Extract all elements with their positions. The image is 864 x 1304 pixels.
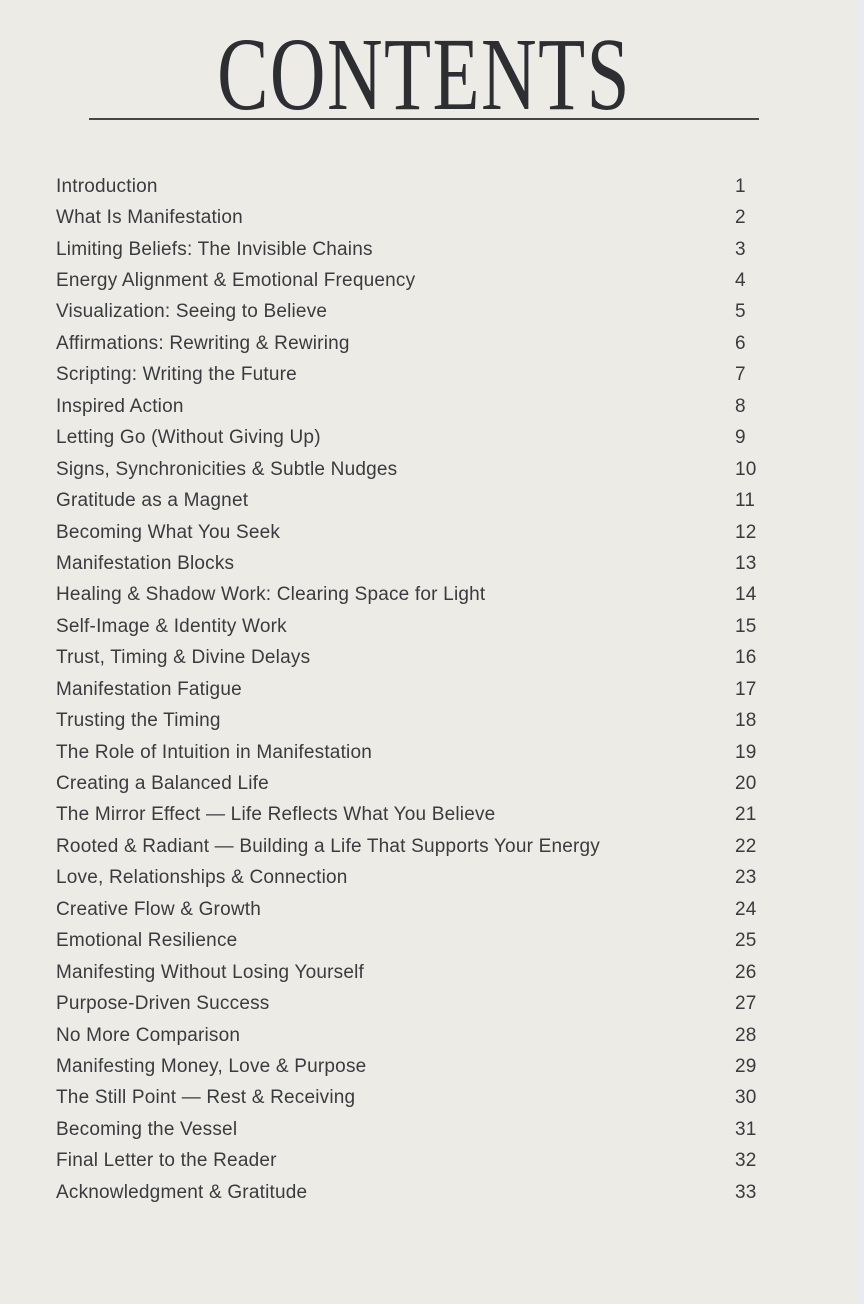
toc-entry-title: Inspired Action — [56, 395, 184, 417]
toc-entry-title: No More Comparison — [56, 1024, 241, 1046]
toc-row — [0, 957, 864, 988]
toc-row — [0, 234, 864, 265]
toc-row — [0, 423, 864, 454]
toc-row — [0, 611, 864, 642]
toc-entry-page: 10 — [735, 458, 757, 480]
toc-entry-title: Gratitude as a Magnet — [56, 490, 249, 512]
toc-entry-page: 8 — [735, 395, 746, 417]
toc-row — [0, 548, 864, 579]
toc-entry-title: Creating a Balanced Life — [56, 773, 269, 795]
toc-entry-title: Love, Relationships & Connection — [56, 867, 348, 889]
toc-entry-page: 23 — [735, 867, 757, 889]
toc-entry-page: 6 — [735, 332, 746, 354]
toc-entry-title: What Is Manifestation — [56, 207, 243, 229]
toc-entry-page: 5 — [735, 301, 746, 323]
toc-row — [0, 926, 864, 957]
toc-entry-title: Becoming the Vessel — [56, 1118, 238, 1140]
toc-entry-page: 28 — [735, 1024, 757, 1046]
toc-row — [0, 894, 864, 925]
toc-entry-page: 17 — [735, 678, 757, 700]
toc-entry-title: Introduction — [56, 175, 158, 197]
toc-row — [0, 1083, 864, 1114]
toc-row — [0, 1020, 864, 1051]
toc-entry-page: 29 — [735, 1055, 757, 1077]
toc-entry-title: Letting Go (Without Giving Up) — [56, 427, 321, 449]
toc-row — [0, 485, 864, 516]
toc-entry-page: 30 — [735, 1087, 757, 1109]
toc-entry-title: Manifestation Blocks — [56, 552, 235, 574]
toc-row — [0, 768, 864, 799]
toc-entry-page: 12 — [735, 521, 757, 543]
toc-header — [89, 0, 759, 132]
toc-entry-title: Energy Alignment & Emotional Frequency — [56, 270, 416, 292]
toc-row — [0, 674, 864, 705]
toc-entry-page: 13 — [735, 552, 757, 574]
toc-row — [0, 800, 864, 831]
page-title: CONTENTS — [217, 17, 631, 132]
toc-entry-title: Emotional Resilience — [56, 930, 238, 952]
toc-entry-page: 26 — [735, 961, 757, 983]
toc-entry-page: 7 — [735, 364, 746, 386]
toc-list — [0, 171, 864, 1208]
toc-entry-title: Healing & Shadow Work: Clearing Space for Light — [56, 584, 486, 606]
toc-entry-title: Becoming What You Seek — [56, 521, 281, 543]
toc-row — [0, 580, 864, 611]
toc-row — [0, 171, 864, 202]
toc-entry-page: 14 — [735, 584, 757, 606]
toc-entry-title: Trust, Timing & Divine Delays — [56, 647, 311, 669]
toc-row — [0, 737, 864, 768]
toc-entry-title: Signs, Synchronicities & Subtle Nudges — [56, 458, 398, 480]
toc-entry-page: 24 — [735, 898, 757, 920]
toc-row — [0, 297, 864, 328]
toc-entry-title: Self-Image & Identity Work — [56, 615, 287, 637]
toc-entry-page: 27 — [735, 993, 757, 1015]
toc-entry-page: 1 — [735, 175, 746, 197]
toc-row — [0, 1146, 864, 1177]
toc-entry-title: Manifestation Fatigue — [56, 678, 242, 700]
toc-row — [0, 705, 864, 736]
toc-entry-title: The Role of Intuition in Manifestation — [56, 741, 372, 763]
toc-row — [0, 863, 864, 894]
toc-row — [0, 454, 864, 485]
toc-entry-title: Creative Flow & Growth — [56, 898, 262, 920]
toc-entry-title: The Mirror Effect — Life Reflects What You Believe — [56, 804, 496, 826]
toc-entry-page: 33 — [735, 1181, 757, 1203]
toc-entry-page: 22 — [735, 835, 757, 857]
toc-row — [0, 1051, 864, 1082]
toc-entry-title: Manifesting Money, Love & Purpose — [56, 1055, 367, 1077]
toc-entry-title: The Still Point — Rest & Receiving — [56, 1087, 356, 1109]
toc-entry-title: Purpose-Driven Success — [56, 993, 270, 1015]
toc-entry-page: 19 — [735, 741, 757, 763]
toc-entry-title: Rooted & Radiant — Building a Life That Supports Your Energy — [56, 835, 600, 857]
toc-entry-page: 31 — [735, 1118, 757, 1140]
toc-entry-title: Acknowledgment & Gratitude — [56, 1181, 308, 1203]
toc-entry-page: 15 — [735, 615, 757, 637]
toc-entry-page: 2 — [735, 207, 746, 229]
toc-entry-title: Scripting: Writing the Future — [56, 364, 297, 386]
toc-entry-title: Limiting Beliefs: The Invisible Chains — [56, 238, 373, 260]
toc-entry-title: Manifesting Without Losing Yourself — [56, 961, 365, 983]
toc-row — [0, 265, 864, 296]
toc-row — [0, 1177, 864, 1208]
toc-row — [0, 1114, 864, 1145]
toc-entry-title: Affirmations: Rewriting & Rewiring — [56, 332, 350, 354]
toc-entry-page: 25 — [735, 930, 757, 952]
toc-row — [0, 517, 864, 548]
toc-entry-page: 32 — [735, 1150, 757, 1172]
toc-entry-page: 3 — [735, 238, 746, 260]
toc-entry-page: 16 — [735, 647, 757, 669]
toc-entry-page: 21 — [735, 804, 757, 826]
toc-row — [0, 643, 864, 674]
toc-row — [0, 202, 864, 233]
toc-entry-page: 9 — [735, 427, 746, 449]
toc-entry-page: 4 — [735, 270, 746, 292]
page-edge — [857, 0, 864, 1304]
toc-entry-title: Trusting the Timing — [56, 710, 221, 732]
toc-row — [0, 391, 864, 422]
toc-entry-page: 20 — [735, 773, 757, 795]
toc-row — [0, 328, 864, 359]
toc-entry-title: Visualization: Seeing to Believe — [56, 301, 328, 323]
toc-entry-page: 11 — [735, 490, 756, 512]
toc-entry-title: Final Letter to the Reader — [56, 1150, 277, 1172]
toc-entry-page: 18 — [735, 710, 757, 732]
toc-row — [0, 988, 864, 1019]
toc-row — [0, 360, 864, 391]
toc-row — [0, 831, 864, 862]
